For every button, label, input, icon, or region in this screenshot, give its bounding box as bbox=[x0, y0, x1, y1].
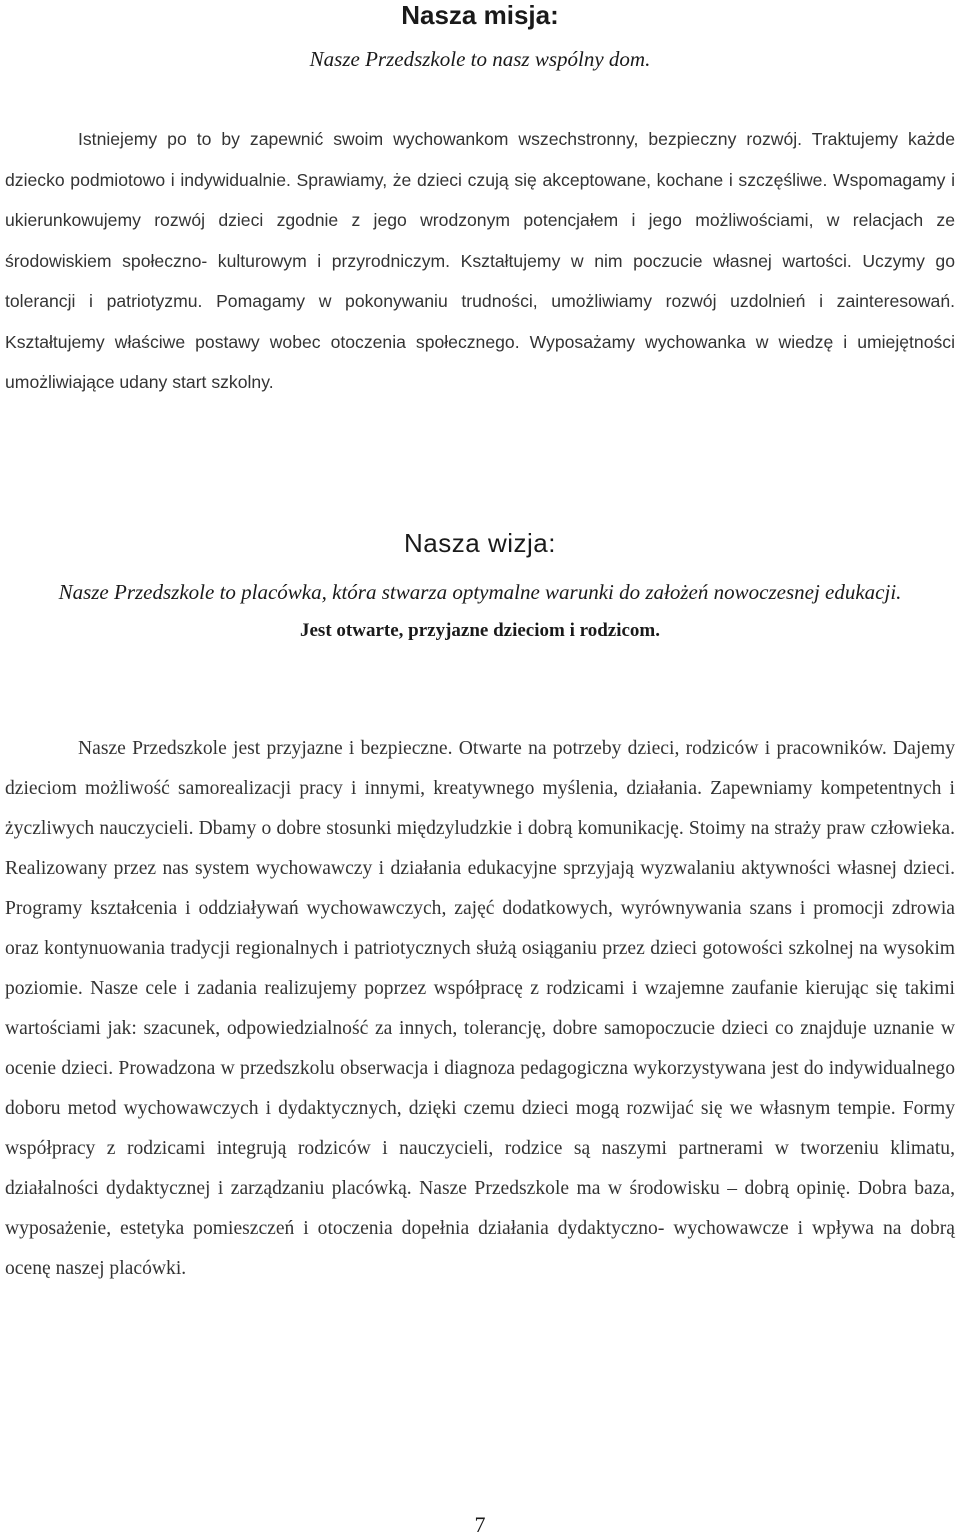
vision-subtitle: Nasze Przedszkole to placówka, która stwarza optymalne warunki do założeń nowoczesnej edukacji. bbox=[58, 580, 902, 604]
vision-heading: Nasza wizja: bbox=[404, 528, 556, 558]
vision-paragraph: Nasze Przedszkole jest przyjazne i bezpieczne. Otwarte na potrzeby dzieci, rodziców i pracowników. Dajemy dzieciom możliwość samorealizacji pracy i innymi, kreatywnego myślenia, działania. Zapewniamy kompetentnych i życzliwych nauczycieli. Dbamy o dobre stosunki międzyludzkie i dobrą komunikację. Stoimy na straży praw człowieka. Realizowany przez nas system wychowawczy i działania edukacyjne sprzyjają wyzwalaniu aktywności własnej dzieci. Programy kształcenia i oddziaływań wychowawczych, zajęć dodatkowych, wyrównywania szans i promocji zdrowia oraz kontynuowania tradycji regionalnych i patriotycznych służą osiąganiu przez dzieci gotowości szkolnej na wysokim poziomie. Nasze cele i zadania realizujemy poprzez współpracę z rodzicami i wzajemne zaufanie kierując się takimi wartościami jak: szacunek, odpowiedzialność za innych, tolerancję, dobre samopoczucie dzieci co znajduje uznanie w ocenie dzieci. Prowadzona w przedszkolu obserwacja i diagnoza pedagogiczna wykorzystywana jest do indywidualnego doboru metod wychowawczych i dydaktycznych, dzięki czemu dzieci mogą rozwijać się we własnym tempie. Formy współpracy z rodzicami integrują rodziców i nauczycieli, rodzice są naszymi partnerami w tworzeniu klimatu, działalności dydaktycznej i zarządzaniu placówką. Nasze Przedszkole ma w środowisku – dobrą opinię. Dobra baza, wyposażenie, estetyka pomieszczeń i otoczenia dopełnia działania dydaktyczno- wychowawcze i wpływa na dobrą ocenę naszej placówki. bbox=[5, 738, 955, 1279]
page-number: 7 bbox=[474, 1512, 486, 1537]
mission-subtitle: Nasze Przedszkole to nasz wspólny dom. bbox=[309, 47, 651, 71]
vision-tagline: Jest otwarte, przyjazne dzieciom i rodzicom. bbox=[300, 620, 660, 641]
mission-heading: Nasza misja: bbox=[401, 0, 559, 30]
mission-paragraph: Istniejemy po to by zapewnić swoim wychowankom wszechstronny, bezpieczny rozwój. Traktujemy każde dziecko podmiotowo i indywidualnie. Sprawiamy, że dzieci czują się akceptowane, kochane i szczęśliwe. Wspomagamy i ukierunkowujemy rozwój dzieci zgodnie z jego wrodzonym potencjałem i jego możliwościami, w relacjach ze środowiskiem społeczno- kulturowym i przyrodniczym. Kształtujemy w nim poczucie własnej wartości. Uczymy go tolerancji i patriotyzmu. Pomagamy w pokonywaniu trudności, umożliwiamy rozwój uzdolnień i zainteresowań. Kształtujemy właściwe postawy wobec otoczenia społecznego. Wyposażamy wychowanka w wiedzę i umiejętności umożliwiające udany start szkolny. bbox=[5, 129, 955, 392]
